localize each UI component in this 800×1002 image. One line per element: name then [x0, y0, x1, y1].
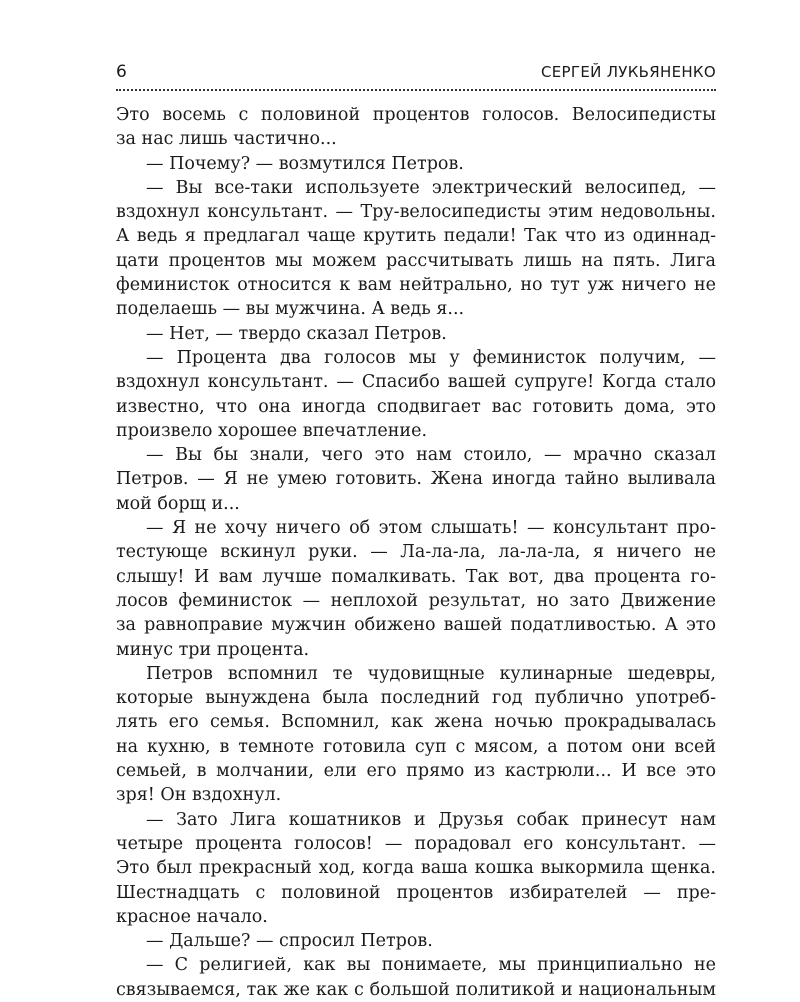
text-line: лосов феминисток — неплохой результат, но зато Движение — [116, 590, 716, 611]
text-line: — Вы все-таки используете электрический велосипед, — — [146, 177, 716, 198]
text-line: Шестнадцать с половиной процентов избирателей — пре- — [116, 882, 716, 903]
text-line: четыре процента голосов! — порадовал его консультант. — — [116, 833, 716, 854]
text-line: Это был прекрасный ход, когда ваша кошка выкормила щенка. — [116, 858, 716, 879]
text-line: минус три процента. — [116, 639, 310, 660]
text-line: известно, что она иногда сподвигает вас готовить дома, это — [116, 396, 716, 417]
text-line: А ведь я предлагал чаще крутить педали! Так что из одиннад- — [116, 226, 716, 247]
text-line: связываемся, так же как с большой политикой и национальным — [116, 979, 716, 1000]
text-line: слышу! И вам лучше помалкивать. Так вот, два процента го- — [116, 566, 716, 587]
text-line: Это восемь с половиной процентов голосов. Велосипедисты — [116, 105, 716, 125]
text-line: вздохнул консультант. — Тру-велосипедисты этим недовольны. — [116, 202, 716, 223]
text-line: зря! Он вздохнул. — [116, 785, 282, 806]
text-line: на кухню, в темноте готовила суп с мясом, а потом они всей — [116, 736, 716, 757]
text-line: за равноправие мужчин обижено вашей податливостью. А это — [116, 615, 716, 636]
text-line: красное начало. — [116, 906, 268, 927]
text-line: — Я не хочу ничего об этом слышать! — консультант про- — [146, 518, 716, 539]
text-line: тестующе вскинул руки. — Ла-ла-ла, ла-ла-ла, я ничего не — [116, 542, 716, 563]
text-line: произвело хорошее впечатление. — [116, 420, 428, 441]
text-line: поделаешь — вы мужчина. А ведь я... — [116, 299, 465, 320]
text-line: феминисток относится к вам нейтрально, но тут уж ничего не — [116, 275, 716, 296]
text-line: лять его семья. Вспомнил, как жена ночью прокрадывалась — [116, 712, 716, 733]
text-line: вздохнул консультант. — Спасибо вашей супруге! Когда стало — [116, 372, 716, 393]
text-line: Петров. — Я не умею готовить. Жена иногда тайно выливала — [116, 469, 716, 490]
text-line: цати процентов мы можем рассчитывать лишь на пять. Лига — [116, 250, 716, 271]
text-line: мой борщ и... — [116, 493, 240, 514]
page-number: 6 — [116, 62, 127, 82]
text-line: за нас лишь частично... — [116, 129, 337, 150]
text-line: семьей, в молчании, ели его прямо из кастрюли... И все это — [116, 761, 716, 782]
header-dotted-rule — [116, 89, 716, 91]
text-line: — Нет, — твердо сказал Петров. — [146, 323, 447, 344]
body-text — [116, 103, 716, 1002]
page-header — [116, 60, 716, 88]
text-line: — Вы бы знали, чего это нам стоило, — мрачно сказал — [146, 445, 716, 466]
text-line: которые вынуждена была последний год публично употреб- — [116, 688, 716, 709]
text-line: — Дальше? — спросил Петров. — [146, 931, 433, 952]
text-line: — Почему? — возмутился Петров. — [146, 153, 464, 174]
text-line: — Процента два голосов мы у феминисток получим, — — [146, 347, 716, 368]
text-line: — Зато Лига кошатников и Друзья собак принесут нам — [146, 809, 716, 830]
text-line: — С религией, как вы понимаете, мы принципиально не — [146, 955, 716, 976]
text-line: Петров вспомнил те чудовищные кулинарные шедевры, — [146, 663, 716, 684]
running-head-author: СЕРГЕЙ ЛУКЬЯНЕНКО — [541, 63, 716, 81]
